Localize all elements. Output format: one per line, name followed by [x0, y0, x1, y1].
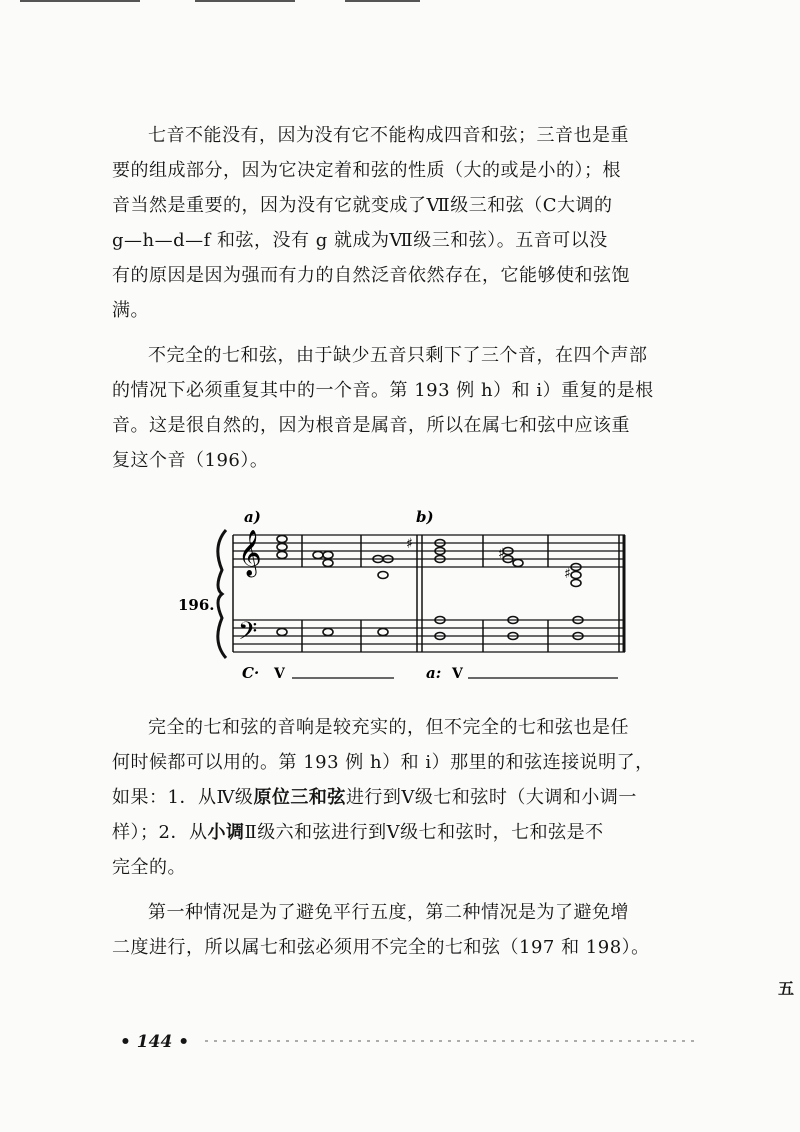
text-line [112, 815, 702, 850]
top-rule-2 [195, 0, 295, 2]
paragraph-2 [112, 338, 702, 478]
bass-clef-icon: 𝄢 [238, 617, 258, 652]
text-line: 第一种情况是为了避免平行五度，第二种情况是为了避免增 [148, 902, 629, 923]
text-line: 不完全的七和弦，由于缺少五音只剩下了三个音，在四个声部 [148, 345, 648, 366]
text-fragment: Ⅱ级六和弦进行到Ⅴ级七和弦时，七和弦是不 [244, 822, 604, 843]
example-number: 196. [178, 596, 215, 614]
page-number: • 144 • [120, 1032, 190, 1052]
edge-character: 五 [777, 979, 794, 998]
top-rule-3 [345, 0, 420, 2]
sharp-icon: ♯ [564, 566, 571, 582]
text-line: 完全的。 [112, 857, 186, 878]
text-fragment: 进行到Ⅴ级七和弦时（大调和小调一 [345, 787, 637, 808]
label-a: a) [244, 508, 261, 526]
scan-noise [205, 1040, 700, 1042]
text-fragment: 如果：1．从Ⅳ级 [112, 787, 254, 808]
text-line: 何时候都可以用的。第 193 例 h）和 i）那里的和弦连接说明了， [112, 752, 654, 773]
text-line-content: g—h—d—f 和弦，没有 g 就成为Ⅶ级三和弦）。五音可以没 [112, 230, 608, 251]
brace [218, 530, 226, 658]
paragraph-3 [112, 710, 702, 885]
sharp-icon: ♯ [498, 546, 505, 562]
key-label-a: a: [426, 664, 442, 682]
paragraph-1 [112, 118, 702, 328]
degree-label: V [452, 666, 463, 682]
music-example-196 [178, 508, 628, 686]
key-label-c: C· [242, 664, 260, 682]
bold-term: 小调 [207, 822, 245, 843]
top-rule-1 [20, 0, 140, 2]
treble-staff [233, 535, 625, 567]
text-fragment: 样）；2．从 [112, 822, 208, 843]
text-line: 满。 [112, 300, 149, 321]
treble-clef-icon: 𝄞 [238, 530, 262, 576]
text-line: 要的组成部分，因为它决定着和弦的性质（大的或是小的）；根 [112, 160, 621, 181]
text-line [112, 223, 702, 258]
text-line: 完全的七和弦的音响是较充实的，但不完全的七和弦也是任 [148, 717, 629, 738]
music-notation [178, 508, 628, 686]
text-line: 音当然是重要的，因为没有它就变成了Ⅶ级三和弦（C大调的 [112, 195, 613, 216]
text-line: 有的原因是因为强而有力的自然泛音依然存在，它能够使和弦饱 [112, 265, 630, 286]
bold-term: 原位三和弦 [253, 787, 346, 808]
text-line: 复这个音（196）。 [112, 450, 269, 471]
text-line: 音。这是很自然的，因为根音是属音，所以在属七和弦中应该重 [112, 415, 630, 436]
text-line: 七音不能没有，因为没有它不能构成四音和弦；三音也是重 [148, 125, 629, 146]
text-line: 二度进行，所以属七和弦必须用不完全的七和弦（197 和 198）。 [112, 937, 650, 958]
paragraph-4 [112, 895, 702, 965]
text-line [112, 780, 702, 815]
bass-staff [233, 620, 625, 652]
text-line: 的情况下必须重复其中的一个音。第 193 例 h）和 i）重复的是根 [112, 380, 654, 401]
sharp-icon: ♯ [406, 536, 413, 552]
degree-label: V [274, 666, 285, 682]
barlines [233, 535, 624, 652]
label-b: b) [416, 508, 434, 526]
